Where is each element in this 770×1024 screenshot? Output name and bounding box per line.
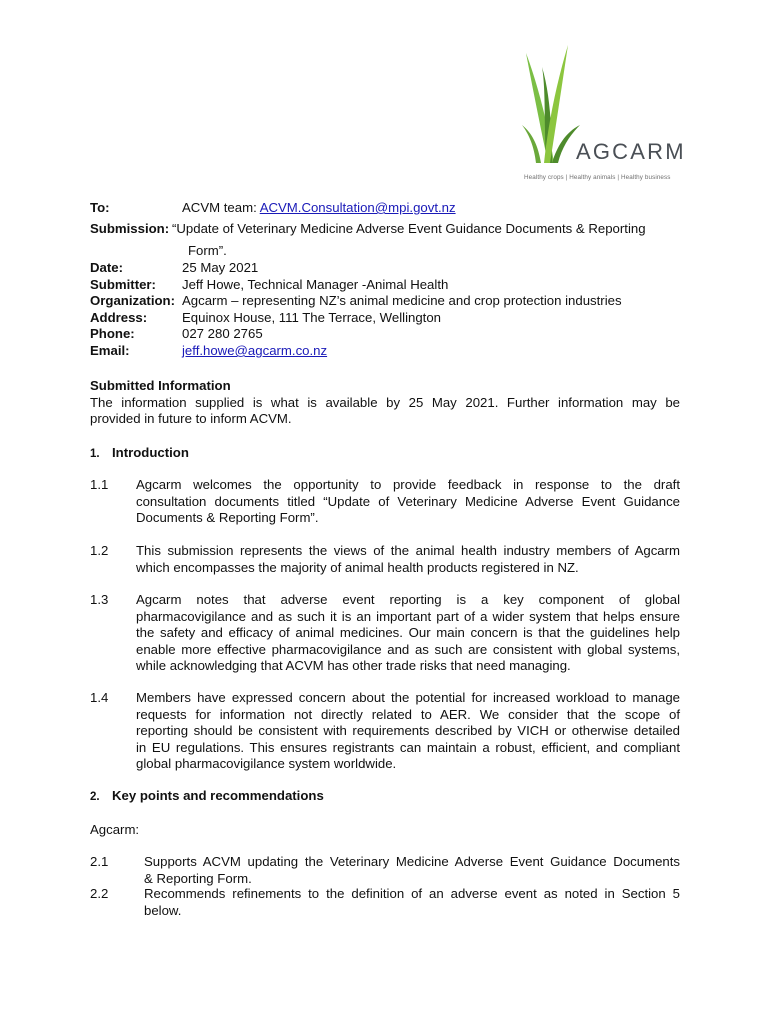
submission-label: Submission: [90, 221, 170, 236]
section-1-title: Introduction [112, 445, 189, 460]
paragraph-number: 2.2 [90, 886, 109, 901]
paragraph-line: requests for information not directly related to AER. We consider that the scope of [136, 706, 680, 722]
submission-row [90, 221, 690, 238]
submitted-info-line1: The information supplied is what is available by 25 May 2021. Further information may be [90, 394, 680, 410]
submission-line2: Form”. [188, 243, 227, 258]
phone-value: 027 280 2765 [182, 326, 263, 341]
submitted-info-heading: Submitted Information [90, 378, 231, 393]
acvm-email-link[interactable]: ACVM.Consultation@mpi.govt.nz [259, 200, 456, 215]
submission-line1: “Update of Veterinary Medicine Adverse Event Guidance Documents & Reporting [172, 221, 646, 236]
address-value: Equinox House, 111 The Terrace, Wellington [182, 310, 442, 325]
organization-label: Organization: [90, 293, 175, 308]
paragraph-number: 1.4 [90, 690, 109, 705]
date-value: 25 May 2021 [182, 260, 259, 275]
date-label: Date: [90, 260, 123, 275]
paragraph-line: in EU regulations. This ensures registrants can maintain a robust, efficient, and compliant [136, 739, 680, 755]
agcarm-logo-grass-icon [518, 45, 688, 185]
paragraph-line: the safety and efficacy of animal medicines. Our main concern is that the guidelines help [136, 625, 680, 641]
section-1-number: 1. [90, 448, 100, 460]
paragraph-line: & Reporting Form. [144, 870, 252, 886]
paragraph-line: below. [144, 902, 182, 918]
section-2-title: Key points and recommendations [112, 788, 324, 803]
logo-tagline: Healthy crops | Healthy animals | Healthy business [524, 174, 671, 181]
paragraph-number: 2.1 [90, 854, 109, 869]
paragraph-line: Recommends refinements to the definition of an adverse event as noted in Section 5 [144, 886, 680, 901]
paragraph-line: reporting should be consistent with requirements described by VICH or otherwise detailed [136, 723, 680, 739]
address-label: Address: [90, 310, 148, 325]
paragraph-line: Documents & Reporting Form”. [136, 510, 319, 526]
section-1-heading [90, 445, 189, 463]
submission-row-cont [90, 243, 690, 260]
logo-wordmark: AGCARM [576, 139, 686, 164]
submitted-info [90, 378, 680, 428]
submitter-row [90, 277, 690, 294]
paragraph-number: 1.2 [90, 543, 109, 558]
paragraph-line: Supports ACVM updating the Veterinary Medicine Adverse Event Guidance Documents [144, 854, 680, 869]
phone-label: Phone: [90, 326, 135, 341]
paragraph-line: enable more effective pharmacovigilance and as such are consistent with global systems, [136, 641, 680, 657]
paragraph-line: consultation documents titled “Update of Veterinary Medicine Adverse Event Guidance [136, 493, 680, 509]
date-row [90, 260, 690, 277]
paragraph-line: global pharmacovigilance system worldwide. [136, 756, 397, 772]
to-label: To: [90, 200, 110, 215]
phone-row [90, 326, 690, 343]
paragraph-line: while acknowledging that ACVM has other trade risks that need managing. [136, 658, 571, 674]
submitted-info-line2: provided in future to inform ACVM. [90, 411, 292, 427]
to-row [90, 200, 690, 217]
paragraph-number: 1.3 [90, 592, 109, 607]
section-2-number: 2. [90, 791, 100, 803]
section-2-heading [90, 788, 324, 806]
organization-value: Agcarm – representing NZ’s animal medicine and crop protection industries [182, 293, 622, 308]
email-label: Email: [90, 343, 130, 358]
paragraph-line: Members have expressed concern about the potential for increased workload to manage [136, 690, 680, 705]
submitter-email-link[interactable]: jeff.howe@agcarm.co.nz [182, 343, 328, 358]
paragraph-line: which encompasses the majority of animal health products registered in NZ. [136, 559, 579, 575]
address-row [90, 310, 690, 327]
submitter-label: Submitter: [90, 277, 156, 292]
paragraph-line: Agcarm notes that adverse event reporting is a key component of global [136, 592, 680, 607]
paragraph-number: 1.1 [90, 477, 109, 492]
section-2-intro: Agcarm: [90, 822, 140, 837]
to-prefix: ACVM team: [182, 200, 260, 215]
organization-row [90, 293, 690, 310]
email-row [90, 343, 690, 360]
paragraph-line: Agcarm welcomes the opportunity to provide feedback in response to the draft [136, 477, 680, 492]
paragraph-line: pharmacovigilance and as such it is an important part of a wider system that helps ensure [136, 608, 680, 624]
submitter-value: Jeff Howe, Technical Manager -Animal Health [182, 277, 449, 292]
paragraph-line: This submission represents the views of the animal health industry members of Agcarm [136, 543, 680, 558]
